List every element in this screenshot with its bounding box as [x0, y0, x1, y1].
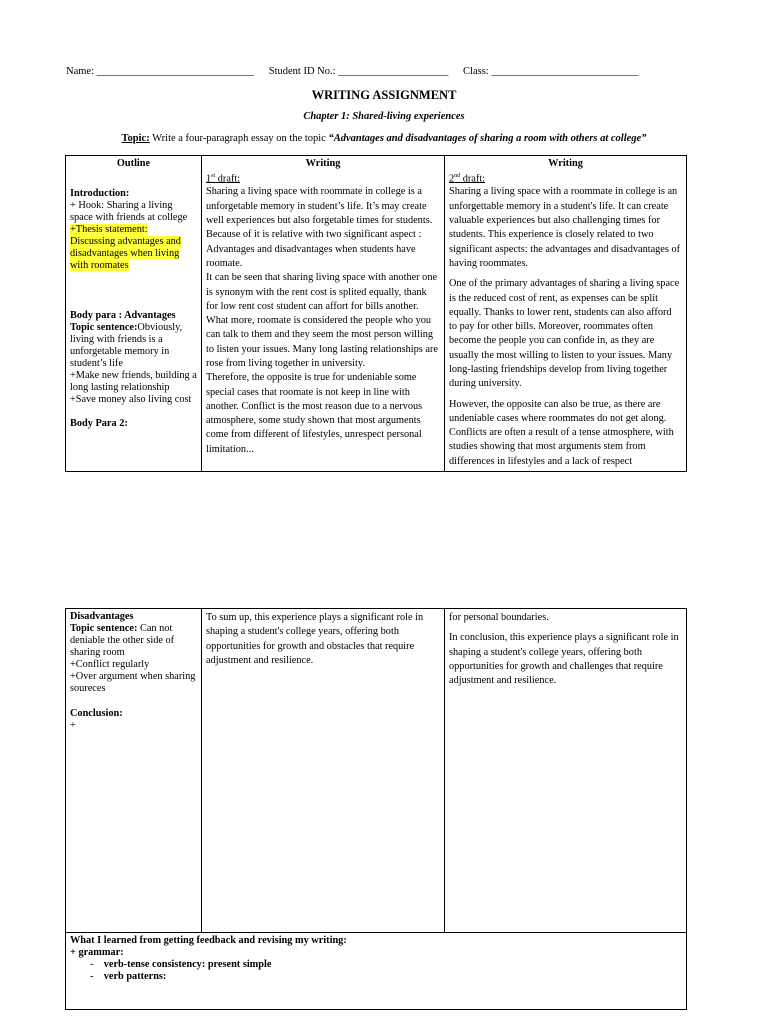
draft1-cell-2[interactable]	[202, 609, 445, 933]
class-field[interactable]: Class: ____________________________	[463, 66, 639, 77]
feedback-item-1: - verb-tense consistency: present simple	[90, 959, 272, 970]
point-conflict: +Conflict regularly	[70, 659, 150, 670]
topic-text: Write a four-paragraph essay on the topic	[149, 133, 329, 144]
writing-table-page1	[65, 155, 687, 472]
draft1-paragraph-2: It can be seen that sharing living space with another one is synonym with the rent cost is splited equally, thank for low rent cost student can affort for bills another. What more, roomate is considered the people who you can talk to them and they seem the most person willing to listen your issues. Many long lasting relationships are rose from living together in university.	[206, 272, 438, 369]
topic-label: Topic:	[121, 133, 150, 144]
draft1-label: 1st draft:	[206, 173, 241, 185]
topic-sentence-text: Obviously, living with friends is a unforgetable memory in student’s life	[70, 322, 183, 369]
outline-cell[interactable]	[66, 156, 202, 472]
outline-cell-2[interactable]	[66, 609, 202, 933]
conclusion-plus: +	[70, 720, 76, 731]
writing-table-page2	[65, 608, 687, 1010]
disadvantages-heading: Disadvantages	[70, 611, 134, 622]
hook-text: + Hook: Sharing a living space with friends at college	[70, 200, 188, 223]
thesis-item	[70, 224, 197, 272]
topic-sentence-label: Topic sentence:	[70, 322, 138, 333]
chapter-subtitle: Chapter 1: Shared-living experiences	[303, 111, 465, 122]
topic-line	[0, 133, 768, 144]
conclusion-heading: Conclusion:	[70, 708, 123, 719]
draft2-paragraph-2: One of the primary advantages of sharing a living space is the reduced cost of rent, as expenses can be split equally. Thanks to lower rent, students can also afford to pay for other bills. Moreover, roommates often become the people you can confide in, as they are usually the most willing to listen to your issues. Many long-lasting friendships develop from living together during university.	[449, 278, 680, 390]
draft2-header: Writing	[548, 158, 583, 169]
draft1-conclusion: To sum up, this experience plays a significant role in shaping a student's college years, offering both opportunities for growth and obstacles that require adjustment and resilience.	[206, 612, 424, 666]
point-argument: +Over argument when sharing soureces	[70, 671, 196, 694]
draft2-conclusion: In conclusion, this experience plays a significant role in shaping a student's college years, offering both opportunities for growth and challenges that require adjustment and resilience.	[449, 632, 679, 687]
draft2-paragraph-3: However, the opposite can also be true, as there are undeniable cases where roommates do not get along. Conflicts are often a result of a tense atmosphere, with studies showing that most arguments stem from differences in lifestyles and a lack of respect	[449, 398, 674, 467]
topic-sentence-label-2: Topic sentence:	[70, 623, 138, 634]
draft2-continuation: for personal boundaries.	[449, 612, 549, 623]
draft2-label: 2nd draft:	[449, 173, 486, 185]
thesis-label: +Thesis statement:	[70, 224, 148, 235]
draft2-paragraph-1: Sharing a living space with a roommate in college is an unforgettable memory in a student's life. It can create valuable experiences but also challenging times for students. This experience is closely related to two significant aspects: the advantages and disadvantages of having roommates.	[449, 186, 681, 269]
student-info-line	[66, 66, 706, 77]
student-id-field[interactable]: Student ID No.: _____________________	[268, 66, 449, 77]
feedback-heading: What I learned from getting feedback and revising my writing:	[70, 935, 347, 946]
draft2-cell[interactable]	[445, 156, 687, 472]
draft1-paragraph-1: Sharing a living space with roommate in college is a unforgetable memory in student’s life. It’s may create well experiences but also forgetable times for students. Because of it is relative with two significant aspect : Advantages and disadvantages when students have roomate.	[206, 186, 433, 269]
intro-heading: Introduction:	[70, 188, 130, 199]
draft1-header: Writing	[305, 158, 341, 169]
topic-quote: “Advantages and disadvantages of sharing a room with others at college”	[328, 133, 647, 144]
feedback-cell[interactable]	[66, 933, 687, 1010]
draft2-cell-2[interactable]	[445, 609, 687, 933]
point-new-friends: +Make new friends, building a long lasting relationship	[70, 370, 197, 393]
feedback-item-2: - verb patterns:	[90, 971, 167, 982]
outline-header: Outline	[116, 158, 151, 169]
draft1-cell[interactable]	[202, 156, 445, 472]
grammar-label: + grammar:	[70, 947, 124, 958]
topic-sentence-item-2	[70, 623, 197, 659]
thesis-text: Discussing advantages and disadvantages when living with roomates	[70, 236, 181, 271]
point-save-money: +Save money also living cost	[70, 394, 192, 405]
page-title: WRITING ASSIGNMENT	[311, 88, 457, 102]
body1-heading: Body para : Advantages	[70, 310, 176, 321]
name-field[interactable]: Name: ______________________________	[66, 66, 255, 77]
body2-heading: Body Para 2:	[70, 418, 128, 429]
draft1-paragraph-3: Therefore, the opposite is true for undeniable some special cases that roomate is not keep in line with another. Conflict is the most reason due to a nervous atmosphere, some study shown that most arguments come from different of lifestyles, unrespect personal limitation...	[206, 372, 423, 455]
topic-sentence-item	[70, 322, 197, 370]
topic-sentence-text-2: Can not deniable the other side of sharing room	[70, 623, 175, 658]
